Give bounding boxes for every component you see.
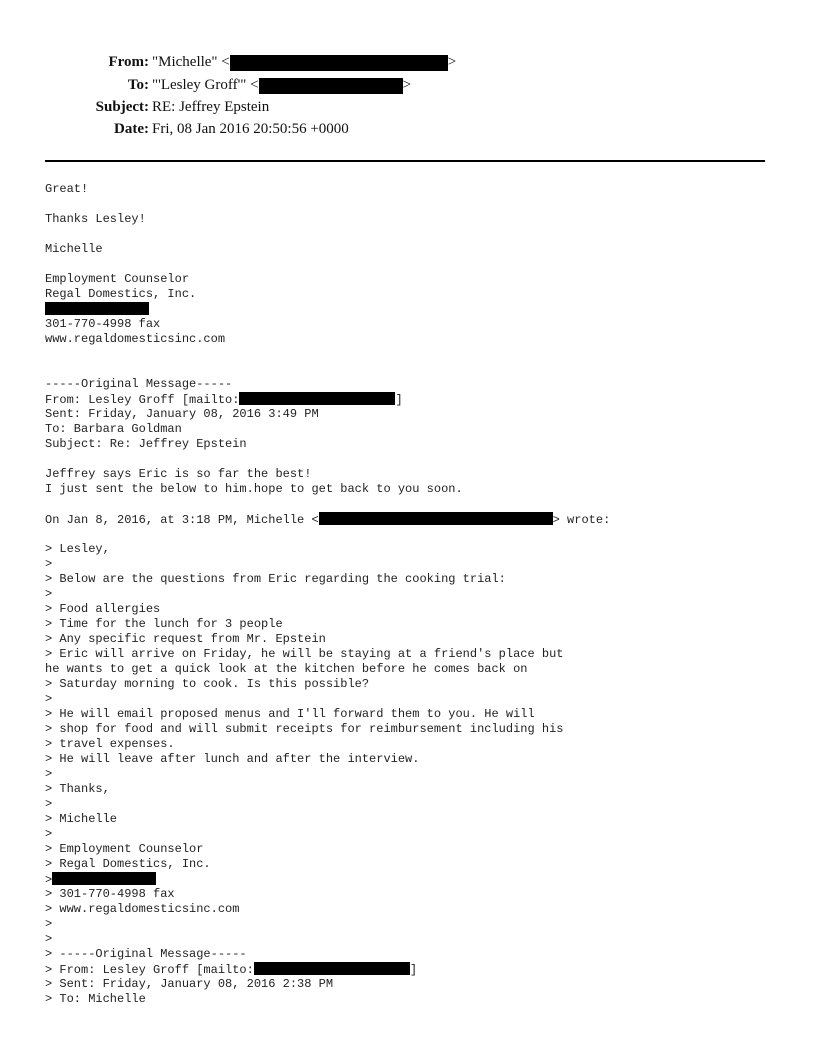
quoted-from-text: > From: Lesley Groff [mailto: — [45, 963, 254, 977]
quoted-line: > — [45, 932, 53, 946]
signature-title: Employment Counselor — [45, 272, 190, 286]
quote-marker: > — [45, 873, 53, 887]
quote-attribution-line — [45, 512, 610, 527]
quoted-line: > Regal Domestics, Inc. — [45, 857, 211, 871]
quoted-from-line — [45, 962, 417, 977]
quoted-line: > — [45, 557, 53, 571]
quoted-line: > Employment Counselor — [45, 842, 204, 856]
from-value — [152, 52, 456, 72]
to-value — [152, 75, 411, 95]
quoted-line: > -----Original Message----- — [45, 947, 247, 961]
quoted-line: > www.regaldomesticsinc.com — [45, 902, 240, 916]
body-line: Thanks Lesley! — [45, 212, 146, 226]
quoted-line: > Any specific request from Mr. Epstein — [45, 632, 326, 646]
quoted-line: > Michelle — [45, 812, 118, 826]
body-line: I just sent the below to him.hope to get back to you soon. — [45, 482, 463, 496]
date-value: Fri, 08 Jan 2016 20:50:56 +0000 — [152, 121, 349, 137]
signature-company: Regal Domestics, Inc. — [45, 287, 197, 301]
date-label-row — [0, 119, 149, 139]
from-end: > — [447, 54, 457, 70]
orig-from-end: ] — [395, 393, 403, 407]
orig-from-line — [45, 392, 403, 407]
to-name: "'Lesley Groff'" < — [152, 77, 259, 93]
message-body — [45, 182, 765, 1006]
subject-label-row — [0, 97, 149, 117]
quoted-line: he wants to get a quick look at the kitchen before he comes back on — [45, 662, 528, 676]
orig-to-line: To: Barbara Goldman — [45, 422, 182, 436]
quoted-line: > He will leave after lunch and after the interview. — [45, 752, 420, 766]
redacted-email-block — [259, 78, 403, 94]
original-message-divider: -----Original Message----- — [45, 377, 233, 391]
from-name: "Michelle" < — [152, 54, 230, 70]
quoted-line: > Thanks, — [45, 782, 110, 796]
attribution-end: > wrote: — [552, 513, 611, 527]
redacted-phone-block — [52, 872, 156, 885]
quoted-line: > — [45, 767, 53, 781]
redacted-email-block — [239, 392, 395, 405]
signature-fax: 301-770-4998 fax — [45, 317, 161, 331]
signature-website: www.regaldomesticsinc.com — [45, 332, 226, 346]
attribution-text: On Jan 8, 2016, at 3:18 PM, Michelle < — [45, 513, 319, 527]
quoted-redacted-line — [45, 872, 156, 887]
quoted-line: > Eric will arrive on Friday, he will be staying at a friend's place but — [45, 647, 564, 661]
to-label-row — [0, 75, 149, 95]
from-label: From: — [108, 54, 149, 70]
quoted-from-end: ] — [409, 963, 418, 977]
from-label-row — [0, 52, 149, 72]
quoted-line: > shop for food and will submit receipts for reimbursement including his — [45, 722, 564, 736]
redacted-email-block — [230, 55, 448, 71]
redacted-phone-block — [45, 302, 149, 315]
quoted-line: > travel expenses. — [45, 737, 175, 751]
quoted-line: > Sent: Friday, January 08, 2016 2:38 PM — [45, 977, 334, 991]
date-label: Date: — [114, 121, 149, 137]
quoted-line: > He will email proposed menus and I'll forward them to you. He will — [45, 707, 535, 721]
quoted-line: > — [45, 587, 53, 601]
redacted-email-block — [254, 962, 410, 975]
body-line: Great! — [45, 182, 89, 196]
to-end: > — [402, 77, 412, 93]
orig-sent-line: Sent: Friday, January 08, 2016 3:49 PM — [45, 407, 319, 421]
subject-label: Subject: — [95, 99, 149, 115]
quoted-line: > — [45, 797, 53, 811]
orig-subject-line: Subject: Re: Jeffrey Epstein — [45, 437, 247, 451]
quoted-line: > — [45, 692, 53, 706]
subject-value: RE: Jeffrey Epstein — [152, 99, 270, 115]
header-divider — [45, 160, 765, 162]
quoted-line: > 301-770-4998 fax — [45, 887, 175, 901]
quoted-line: > — [45, 827, 53, 841]
quoted-line: > — [45, 917, 53, 931]
quoted-line: > Lesley, — [45, 542, 110, 556]
quoted-line: > Food allergies — [45, 602, 161, 616]
body-line: Jeffrey says Eric is so far the best! — [45, 467, 312, 481]
signature-name: Michelle — [45, 242, 103, 256]
redacted-email-block — [319, 512, 553, 525]
orig-from-text: From: Lesley Groff [mailto: — [45, 393, 240, 407]
quoted-line: > Time for the lunch for 3 people — [45, 617, 283, 631]
to-label: To: — [127, 77, 149, 93]
signature-redacted-line — [45, 302, 149, 317]
quoted-line: > Below are the questions from Eric regarding the cooking trial: — [45, 572, 506, 586]
quoted-line: > To: Michelle — [45, 992, 146, 1006]
quoted-line: > Saturday morning to cook. Is this possible? — [45, 677, 370, 691]
